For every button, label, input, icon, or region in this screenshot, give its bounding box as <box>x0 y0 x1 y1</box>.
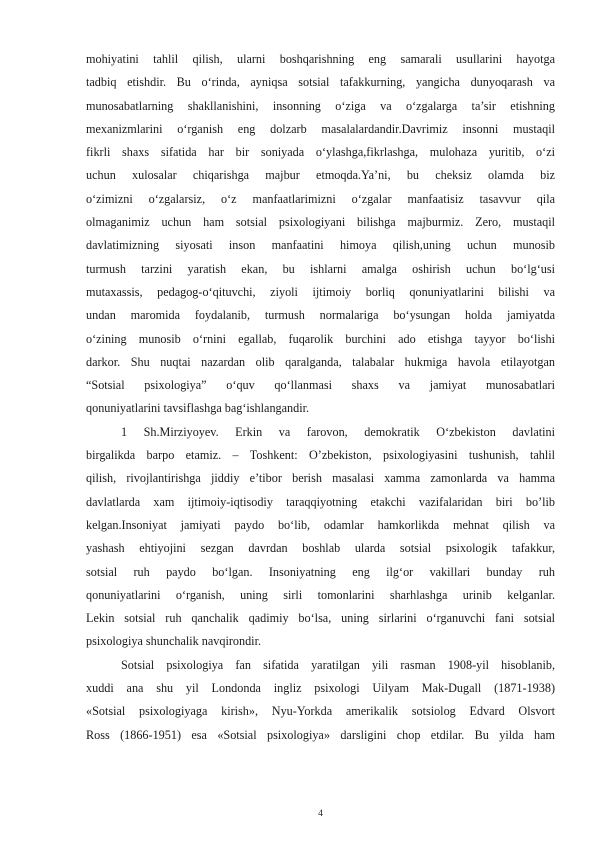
text-line: Sotsial psixologiya fan sifatida yaratilgan yili rasman 1908-yil hisoblanib, <box>121 657 555 672</box>
text-line: qonuniyatlarini o‘rganish, uning sirli tomonlarini sharhlashga urinib kelganlar. <box>86 587 555 602</box>
text-line: Lekin sotsial ruh qanchalik qadimiy bo‘lsa, uning sirlarini o‘rganuvchi fani sotsial <box>86 611 555 626</box>
text-line: mohiyatini tahlil qilish, ularni boshqarishning eng samarali usullarini hayotga <box>86 52 555 66</box>
text-line: sotsial ruh paydo bo‘lgan. Insoniyatning eng ilg‘or vakillari bunday ruh <box>86 564 555 579</box>
text-line: o‘zimizni o‘zgalarsiz, o‘z manfaatlarimizni o‘zgalar manfaatisiz tasavvur qila <box>86 191 555 206</box>
text-line: xuddi ana shu yil Londonda ingliz psixologi Uilyam Mak-Dugall (1871-1938) <box>86 681 555 696</box>
text-line: fikrli shaxs sifatida har bir soniyada o‘ylashga,fikrlashga, mulohaza yuritib, o‘zi <box>86 145 555 160</box>
text-line: davlatimizning siyosati inson manfaatini himoya qilish,uning uchun munosib <box>86 238 555 253</box>
text-line: undan maromida foydalanib, turmush normalariga bo‘ysungan holda jamiyatda <box>86 308 555 323</box>
page-number: 4 <box>318 809 323 819</box>
text-line: tadbiq etishdir. Bu o‘rinda, ayniqsa sotsial tafakkurning, yangicha dunyoqarash va <box>86 75 555 90</box>
text-line: mexanizmlarini o‘rganish eng dolzarb masalalardandir.Davrimiz insonni mustaqil <box>86 121 555 136</box>
text-line: “Sotsial psixologiya” o‘quv qo‘llanmasi shaxs va jamiyat munosabatlari <box>86 378 555 393</box>
text-line: qonuniyatlarini tavsiflashga bag‘ishlangandir. <box>86 401 310 416</box>
text-line: 1 Sh.Mirziyoyev. Erkin va farovon, demokratik O‘zbekiston davlatini <box>121 424 555 439</box>
text-line: munosabatlarning shakllanishini, insonning o‘ziga va o‘zgalarga ta’sir etishning <box>86 98 555 113</box>
text-line: olmaganimiz uchun ham sotsial psixologiyani bilishga majburmiz. Zero, mustaqil <box>86 215 555 230</box>
text-line: o‘zining munosib o‘rnini egallab, fuqarolik burchini ado etishga tayyor bo‘lishi <box>86 331 555 346</box>
text-line: qilish, rivojlantirishga jiddiy e’tibor berish masalasi xamma zamonlarda va hamma <box>86 471 555 486</box>
text-line: psixologiya shunchalik navqirondir. <box>86 634 262 649</box>
text-line: birgalikda barpo etamiz. – Toshkent: O’zbekiston, psixologiyasini tushunish, tahlil <box>86 448 555 463</box>
text-line: kelgan.Insoniyat jamiyati paydo bo‘lib, odamlar hamkorlikda mehnat qilish va <box>86 517 555 532</box>
text-line: Ross (1866-1951) esa «Sotsial psixologiya» darsligini chop etdilar. Bu yilda ham <box>86 727 555 742</box>
text-line: uchun xulosalar chiqarishga majbur etmoqda.Ya’ni, bu cheksiz olamda biz <box>86 168 555 183</box>
text-line: yashash ehtiyojini sezgan davrdan boshlab ularda sotsial psixologik tafakkur, <box>86 541 555 556</box>
document-page <box>86 0 555 842</box>
body-text <box>86 48 555 747</box>
text-line: davlatlarda xam ijtimoiy-iqtisodiy taraqqiyotning etakchi vazifalaridan biri bo’lib <box>86 494 555 509</box>
text-line: darkor. Shu nuqtai nazardan olib qaralganda, talabalar hukmiga havola etilayotgan <box>86 354 555 369</box>
text-line: turmush tarzini yaratish ekan, bu ishlarni amalga oshirish uchun bo‘lg‘usi <box>86 261 555 276</box>
text-line: mutaxassis, pedagog-o‘qituvchi, ziyoli ijtimoiy borliq qonuniyatlarini bilishi va <box>86 284 555 299</box>
text-line: «Sotsial psixologiyaga kirish», Nyu-Yorkda amerikalik sotsiolog Edvard Olsvort <box>86 704 555 719</box>
